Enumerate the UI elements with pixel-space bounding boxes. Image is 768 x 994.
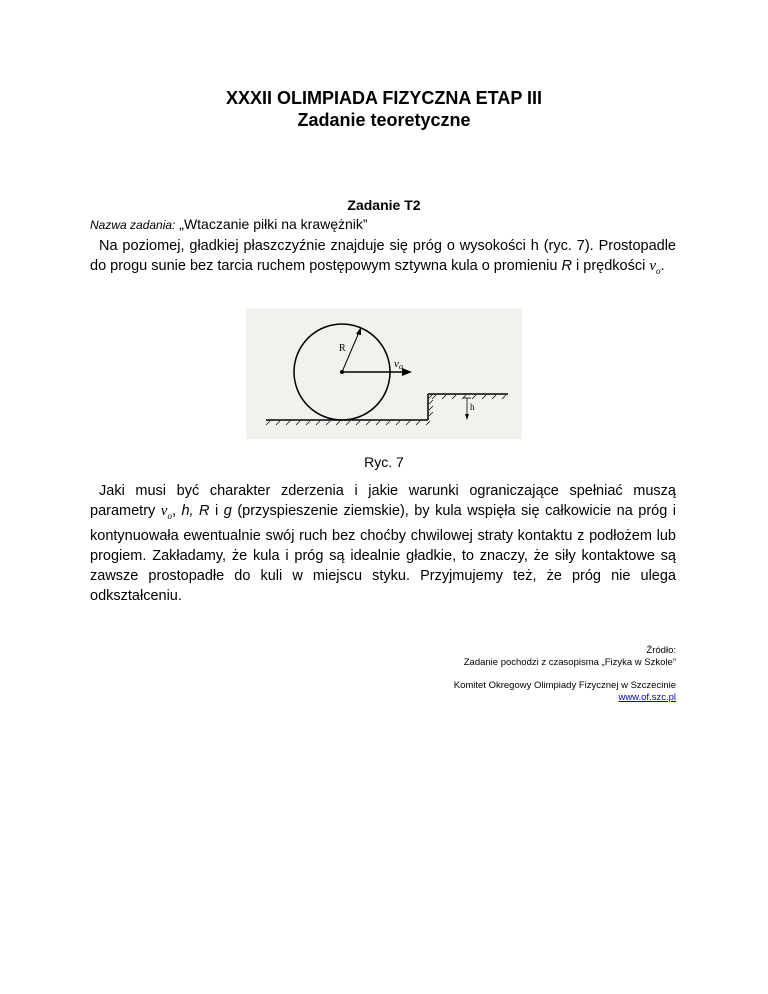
figure-label-v: vo <box>394 358 403 371</box>
source-org: Komitet Okregowy Olimpiady Fizycznej w Szczecinie <box>453 680 676 691</box>
source-label: Źródło: <box>646 645 676 656</box>
problem-paragraph-1 <box>90 236 676 281</box>
problem-paragraph-2 <box>90 481 676 606</box>
page-subtitle: Zadanie teoretyczne <box>297 110 471 130</box>
p1-text-c: . <box>660 258 665 274</box>
p2-text-a: Jaki musi być charakter zderzenia i jakie warunki ograniczające spełniać muszą parametry <box>90 483 676 519</box>
p2-velocity-symbol: $v_o$ <box>160 503 172 521</box>
task-name-label: Nazwa zadania: <box>90 218 176 232</box>
p2-text-b: , <box>171 503 182 519</box>
source-url-link[interactable]: www.of.szc.pl <box>618 692 676 703</box>
p2-text-i: i <box>209 503 224 519</box>
figure-label-R: R <box>339 343 346 354</box>
task-name <box>90 216 368 232</box>
p1-text-a: Na poziomej, gładkiej płaszczyźnie znajduje się próg o wysokości h (ryc. 7). Prostopadle do progu sunie bez tarcia ruchem postępowym sztywna kula o promieniu <box>90 238 676 274</box>
p1-text-b: i prędkości <box>571 258 650 274</box>
page-title: XXXII OLIMPIADA FIZYCZNA ETAP III <box>225 88 543 108</box>
p2-vars: h, R <box>181 503 210 519</box>
task-name-value: „Wtaczanie piłki na krawężnik” <box>179 216 368 232</box>
task-title: Zadanie T2 <box>347 197 421 213</box>
figure-caption: Ryc. 7 <box>364 454 404 470</box>
figure-ryc-7 <box>246 308 522 439</box>
source-line: Zadanie pochodzi z czasopisma „Fizyka w Szkole” <box>463 657 676 668</box>
figure-label-h: h <box>470 402 475 412</box>
p2-g: g <box>223 503 232 519</box>
p1-velocity-symbol: $v_o$ <box>649 258 661 276</box>
p1-radius: R <box>561 258 572 274</box>
p2-text-c: (przyspieszenie ziemskie), by kula wspięła się całkowicie na próg i kontynuowała ewentualnie swój ruch bez choćby chwilowej straty kontaktu z podłożem lub progiem. Zakładamy, że kula i próg są idealnie gładkie, to znaczy, że siły kontaktowe są zawsze prostopadłe do kuli w miejscu styku. Przyjmujemy też, że próg nie ulega odkształceniu. <box>90 503 676 604</box>
